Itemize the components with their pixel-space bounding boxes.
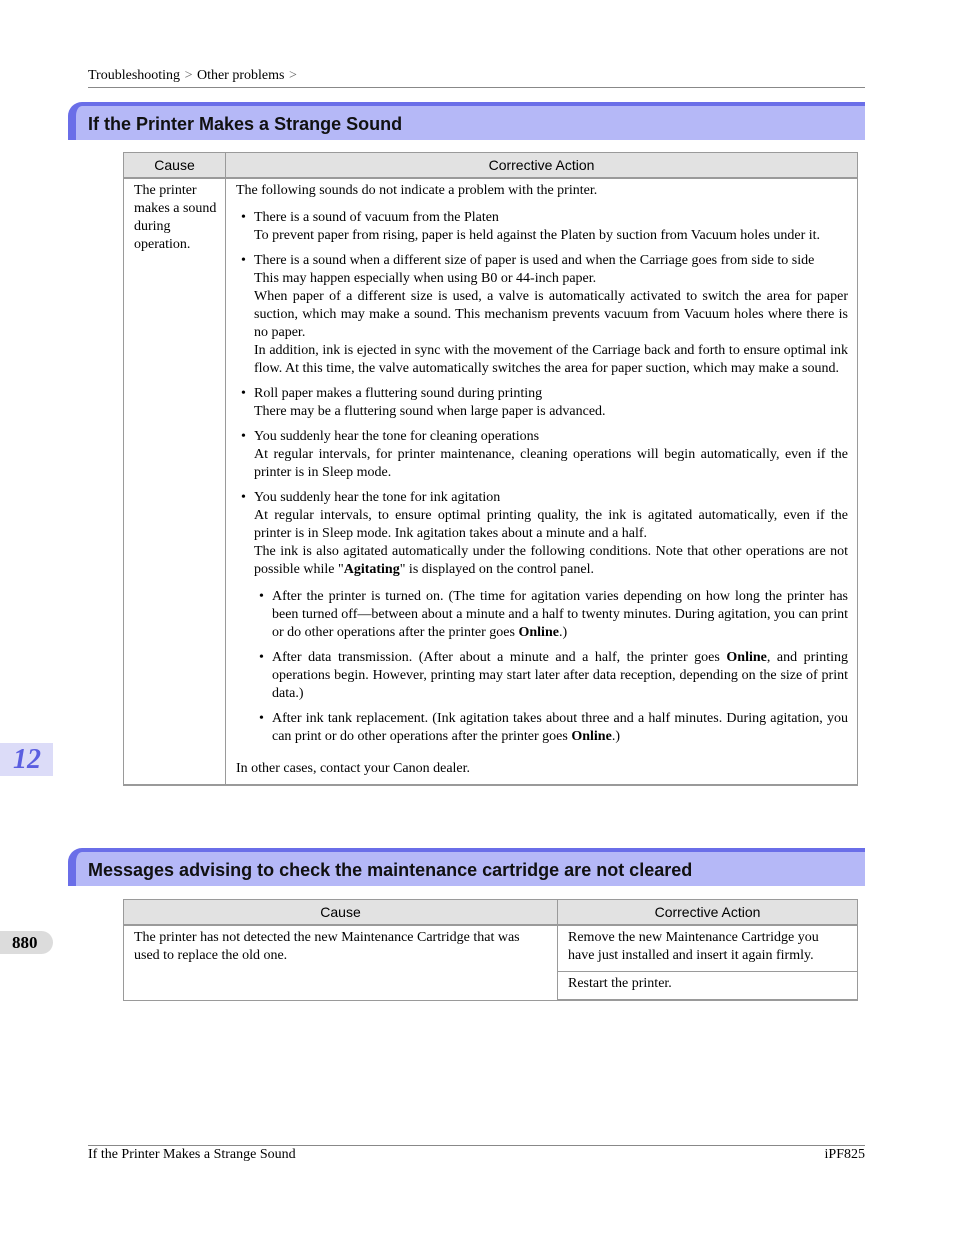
sub-list-item [236, 710, 848, 746]
chapter-number: 12 [13, 744, 41, 775]
maintenance-cartridge-table [123, 899, 858, 1001]
sub-item-text: .) [611, 729, 620, 744]
bullet-icon: • [241, 210, 246, 225]
list-item [236, 489, 848, 579]
header-corrective-action: Corrective Action [558, 900, 858, 926]
note-bold: Agitating [343, 562, 400, 577]
bullet-icon: • [259, 650, 264, 665]
sub-item-text: After data transmission. (After about a minute and a half, the printer goes [272, 650, 727, 665]
sub-item-bold: Online [726, 650, 767, 665]
item-note [254, 543, 848, 579]
item-title: Roll paper makes a fluttering sound during printing [254, 386, 543, 401]
item-title: There is a sound when a different size of paper is used and when the Carriage goes from side to side [254, 253, 815, 268]
item-text: In addition, ink is ejected in sync with the movement of the Carriage back and forth to ensure optimal ink flow. At this time, the valve automatically switches the area for paper suction, which may make a sound. [254, 343, 848, 376]
section-heading-strange-sound [68, 102, 865, 140]
breadcrumb-item-other-problems[interactable]: Other problems [196, 68, 285, 83]
breadcrumb-separator: > [288, 68, 297, 83]
table-header-row [124, 900, 858, 926]
list-item [236, 385, 848, 421]
list-item [236, 209, 848, 245]
header-corrective-action: Corrective Action [226, 153, 858, 179]
sub-item-bold: Online [571, 729, 612, 744]
item-text: This may happen especially when using B0 or 44-inch paper. [254, 271, 597, 286]
note-text: The ink is also agitated automatically under the following conditions. Note that other operations are not possible while " [254, 544, 848, 577]
table-header-row [124, 153, 858, 179]
sub-item-text: .) [558, 625, 568, 640]
item-title: There is a sound of vacuum from the Platen [254, 210, 499, 225]
footer-section-title: If the Printer Makes a Strange Sound [88, 1147, 296, 1162]
bullet-icon: • [241, 490, 246, 505]
page-number-tab [0, 931, 53, 954]
breadcrumb-separator: > [184, 68, 193, 83]
table-row [124, 178, 858, 785]
chapter-tab [0, 743, 53, 776]
sub-item-text: , and printing operations begin. However, printing may start later after data reception, depending on the size of print data.) [272, 650, 849, 701]
item-text: To prevent paper from rising, paper is held against the Platen by suction from Vacuum holes under it. [254, 228, 821, 243]
item-text: At regular intervals, for printer maintenance, cleaning operations will begin automatically, even if the printer is in Sleep mode. [254, 447, 848, 480]
sub-list-item [236, 588, 848, 642]
bullet-icon: • [259, 711, 264, 726]
header-cause: Cause [124, 153, 226, 179]
sub-list-item [236, 649, 848, 703]
page-number: 880 [12, 933, 38, 952]
sub-item-bold: Online [518, 625, 559, 640]
header-cause: Cause [124, 900, 558, 926]
sub-item-text: After ink tank replacement. (Ink agitation takes about three and a half minutes. During agitation, you can print or do other operations after the printer goes [272, 711, 848, 744]
breadcrumb-item-troubleshooting[interactable]: Troubleshooting [88, 68, 181, 83]
item-title: You suddenly hear the tone for cleaning operations [254, 429, 540, 444]
bullet-icon: • [241, 429, 246, 444]
outro-text: In other cases, contact your Canon dealer. [236, 761, 471, 776]
list-item [236, 252, 848, 378]
action-cell [226, 178, 858, 785]
item-text: When paper of a different size is used, a valve is automatically activated to switch the area for paper suction, which may make a sound. This mechanism prevents vacuum from Vacuum holes where there is no paper. [254, 289, 848, 340]
header-rule [88, 87, 865, 88]
bullet-icon: • [241, 386, 246, 401]
list-item [236, 428, 848, 482]
section-title: Messages advising to check the maintenance cartridge are not cleared [88, 860, 693, 880]
item-text: There may be a fluttering sound when large paper is advanced. [254, 404, 606, 419]
bullet-icon: • [241, 253, 246, 268]
cause-cell: The printer makes a sound during operation. [124, 178, 226, 785]
section-heading-maintenance-cartridge [68, 848, 865, 886]
action-cell: Restart the printer. [558, 972, 858, 1001]
intro-text: The following sounds do not indicate a problem with the printer. [236, 183, 598, 198]
cause-cell: The printer has not detected the new Maintenance Cartridge that was used to replace the old one. [124, 925, 558, 1000]
note-text: " is displayed on the control panel. [399, 562, 595, 577]
item-text: At regular intervals, to ensure optimal printing quality, the ink is agitated automatically, even if the printer is in Sleep mode. Ink agitation takes about a minute and a half. [254, 508, 848, 541]
table-row [124, 925, 858, 972]
strange-sound-table [123, 152, 858, 786]
section-title: If the Printer Makes a Strange Sound [88, 114, 403, 134]
bullet-icon: • [259, 589, 264, 604]
action-cell: Remove the new Maintenance Cartridge you have just installed and insert it again firmly. [558, 925, 858, 972]
sub-item-text: After the printer is turned on. (The time for agitation varies depending on how long the printer has been turned off—between about a minute and a half to twenty minutes. During agitation, you can print or do other operations after the printer goes [272, 589, 848, 640]
item-title: You suddenly hear the tone for ink agitation [254, 490, 501, 505]
breadcrumb [88, 67, 298, 85]
footer-model-name: iPF825 [824, 1147, 865, 1162]
